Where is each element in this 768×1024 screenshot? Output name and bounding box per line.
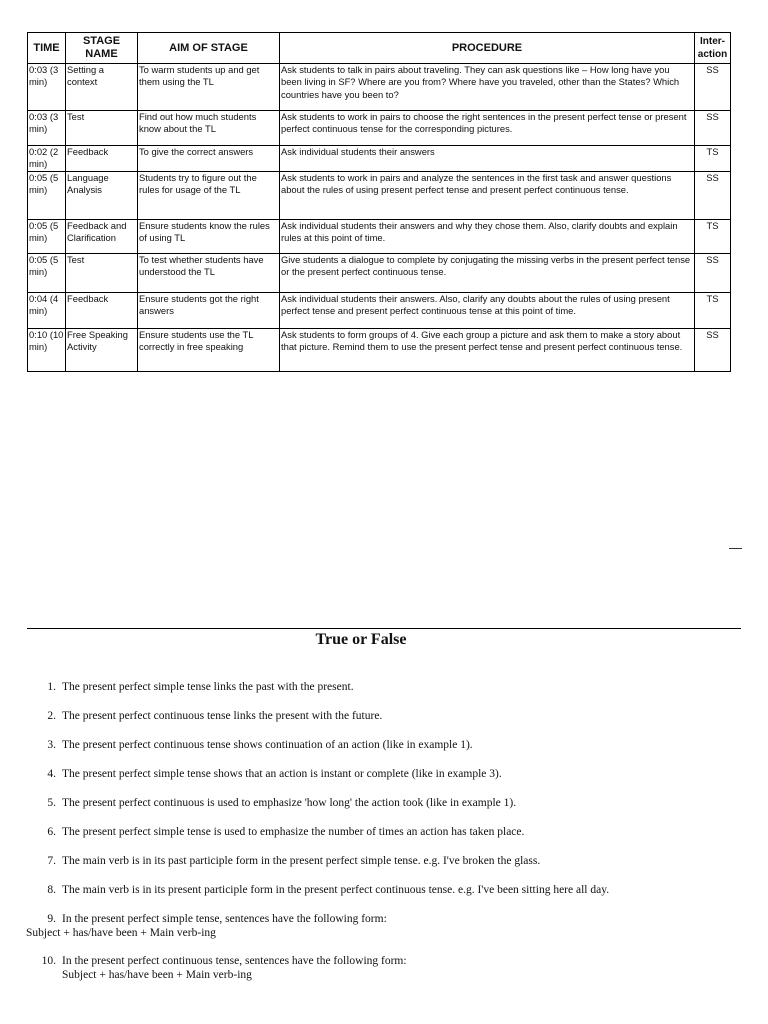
interaction-cell: TS [695, 219, 731, 253]
time-cell: 0:05 (5 min) [28, 253, 66, 292]
stage-cell: Feedback [66, 146, 138, 172]
item-text: In the present perfect continuous tense, sentences have the following form: [62, 955, 407, 967]
procedure-cell: Ask individual students their answers [280, 146, 695, 172]
table-row [28, 253, 731, 292]
interaction-cell: SS [695, 64, 731, 111]
item-number: 1. [47, 681, 56, 693]
table-row [28, 219, 731, 253]
list-item [0, 709, 760, 738]
item-text: The main verb is in its present participle form in the present perfect continuous tense. e.g. I've been sitting here all day. [62, 884, 610, 896]
item-text: The present perfect continuous tense links the present with the future. [62, 710, 383, 722]
aim-cell: Students try to figure out the rules for usage of the TL [138, 171, 280, 219]
item-text: The present perfect simple tense is used to emphasize the number of times an action has taken place. [62, 826, 525, 838]
aim-cell: To warm students up and get them using the TL [138, 64, 280, 111]
stage-cell: Test [66, 111, 138, 146]
procedure-cell: Ask students to work in pairs and analyze the sentences in the first task and answer questions about the rules of using present perfect tense and present perfect continuous tense. [280, 171, 695, 219]
item-text: The main verb is in its past participle form in the present perfect simple tense. e.g. I've broken the glass. [62, 855, 541, 867]
stage-cell: Test [66, 253, 138, 292]
interaction-cell: TS [695, 292, 731, 328]
list-item [0, 854, 760, 883]
list-item [0, 767, 760, 796]
time-cell: 0:02 (2 min) [28, 146, 66, 172]
interaction-cell: TS [695, 146, 731, 172]
item-number: 8. [47, 884, 56, 896]
table-row [28, 171, 731, 219]
table-row [28, 146, 731, 172]
lesson-plan-table [27, 32, 731, 372]
table-header-row [28, 33, 731, 64]
item-number: 5. [47, 797, 56, 809]
item-text: The present perfect simple tense links the past with the present. [62, 681, 354, 693]
item-text: The present perfect continuous tense shows continuation of an action (like in example 1). [62, 739, 473, 751]
stage-cell: Feedback [66, 292, 138, 328]
list-item [0, 912, 760, 954]
item-number: 3. [47, 739, 56, 751]
list-item [0, 825, 760, 854]
time-cell: 0:05 (5 min) [28, 171, 66, 219]
item-formula: Subject + has/have been + Main verb-ing [62, 969, 252, 981]
header-interaction: Inter-action [695, 33, 731, 64]
stage-cell: Feedback and Clarification [66, 219, 138, 253]
stage-cell: Free Speaking Activity [66, 328, 138, 371]
procedure-cell: Ask students to work in pairs to choose the right sentences in the present perfect tense or present perfect continuous tense for the corresponding pictures. [280, 111, 695, 146]
procedure-cell: Ask students to talk in pairs about traveling. They can ask questions like – How long have you been living in SF? Where are you from? Where have you traveled, other than the States? Which countries have you been to? [280, 64, 695, 111]
time-cell: 0:03 (3 min) [28, 111, 66, 146]
stage-cell: Language Analysis [66, 171, 138, 219]
section-divider [27, 628, 741, 629]
interaction-cell: SS [695, 253, 731, 292]
list-item [0, 680, 760, 709]
item-number: 10. [41, 955, 56, 967]
header-procedure: PROCEDURE [280, 33, 695, 64]
item-text: The present perfect simple tense shows that an action is instant or complete (like in example 3). [62, 768, 502, 780]
header-aim: AIM OF STAGE [138, 33, 280, 64]
interaction-cell: SS [695, 111, 731, 146]
header-stage-name: STAGE NAME [66, 33, 138, 64]
time-cell: 0:10 (10 min) [28, 328, 66, 371]
aim-cell: Ensure students use the TL correctly in free speaking [138, 328, 280, 371]
item-text: The present perfect continuous is used to emphasize 'how long' the action took (like in example 1). [62, 797, 517, 809]
procedure-cell: Ask students to form groups of 4. Give each group a picture and ask them to make a story about that picture. Remind them to use the present perfect tense and present perfect continuous tense. [280, 328, 695, 371]
interaction-cell: SS [695, 328, 731, 371]
aim-cell: To test whether students have understood the TL [138, 253, 280, 292]
procedure-cell: Ask individual students their answers. Also, clarify any doubts about the rules of using present perfect tense and present perfect continuous tense at this point of time. [280, 292, 695, 328]
true-false-title: True or False [315, 631, 407, 648]
header-time: TIME [28, 33, 66, 64]
item-text: In the present perfect simple tense, sentences have the following form: [62, 913, 387, 925]
table-row [28, 292, 731, 328]
item-number: 7. [47, 855, 56, 867]
item-number: 9. [47, 913, 56, 925]
procedure-cell: Ask individual students their answers and why they chose them. Also, clarify doubts and explain rules at this point of time. [280, 219, 695, 253]
list-item [0, 954, 760, 983]
aim-cell: Find out how much students know about the TL [138, 111, 280, 146]
table-row [28, 111, 731, 146]
stray-dash: — [729, 540, 742, 555]
interaction-cell: SS [695, 171, 731, 219]
stage-cell: Setting a context [66, 64, 138, 111]
item-number: 6. [47, 826, 56, 838]
time-cell: 0:04 (4 min) [28, 292, 66, 328]
time-cell: 0:03 (3 min) [28, 64, 66, 111]
aim-cell: Ensure students know the rules of using TL [138, 219, 280, 253]
true-false-list [0, 680, 760, 983]
time-cell: 0:05 (5 min) [28, 219, 66, 253]
item-number: 4. [47, 768, 56, 780]
table-row [28, 328, 731, 371]
procedure-cell: Give students a dialogue to complete by conjugating the missing verbs in the present perfect tense or the present perfect continuous tense. [280, 253, 695, 292]
list-item [0, 738, 760, 767]
item-formula: Subject + has/have been + Main verb-ing [26, 927, 216, 939]
table-row [28, 64, 731, 111]
item-number: 2. [47, 710, 56, 722]
list-item [0, 883, 760, 912]
aim-cell: Ensure students got the right answers [138, 292, 280, 328]
aim-cell: To give the correct answers [138, 146, 280, 172]
list-item [0, 796, 760, 825]
